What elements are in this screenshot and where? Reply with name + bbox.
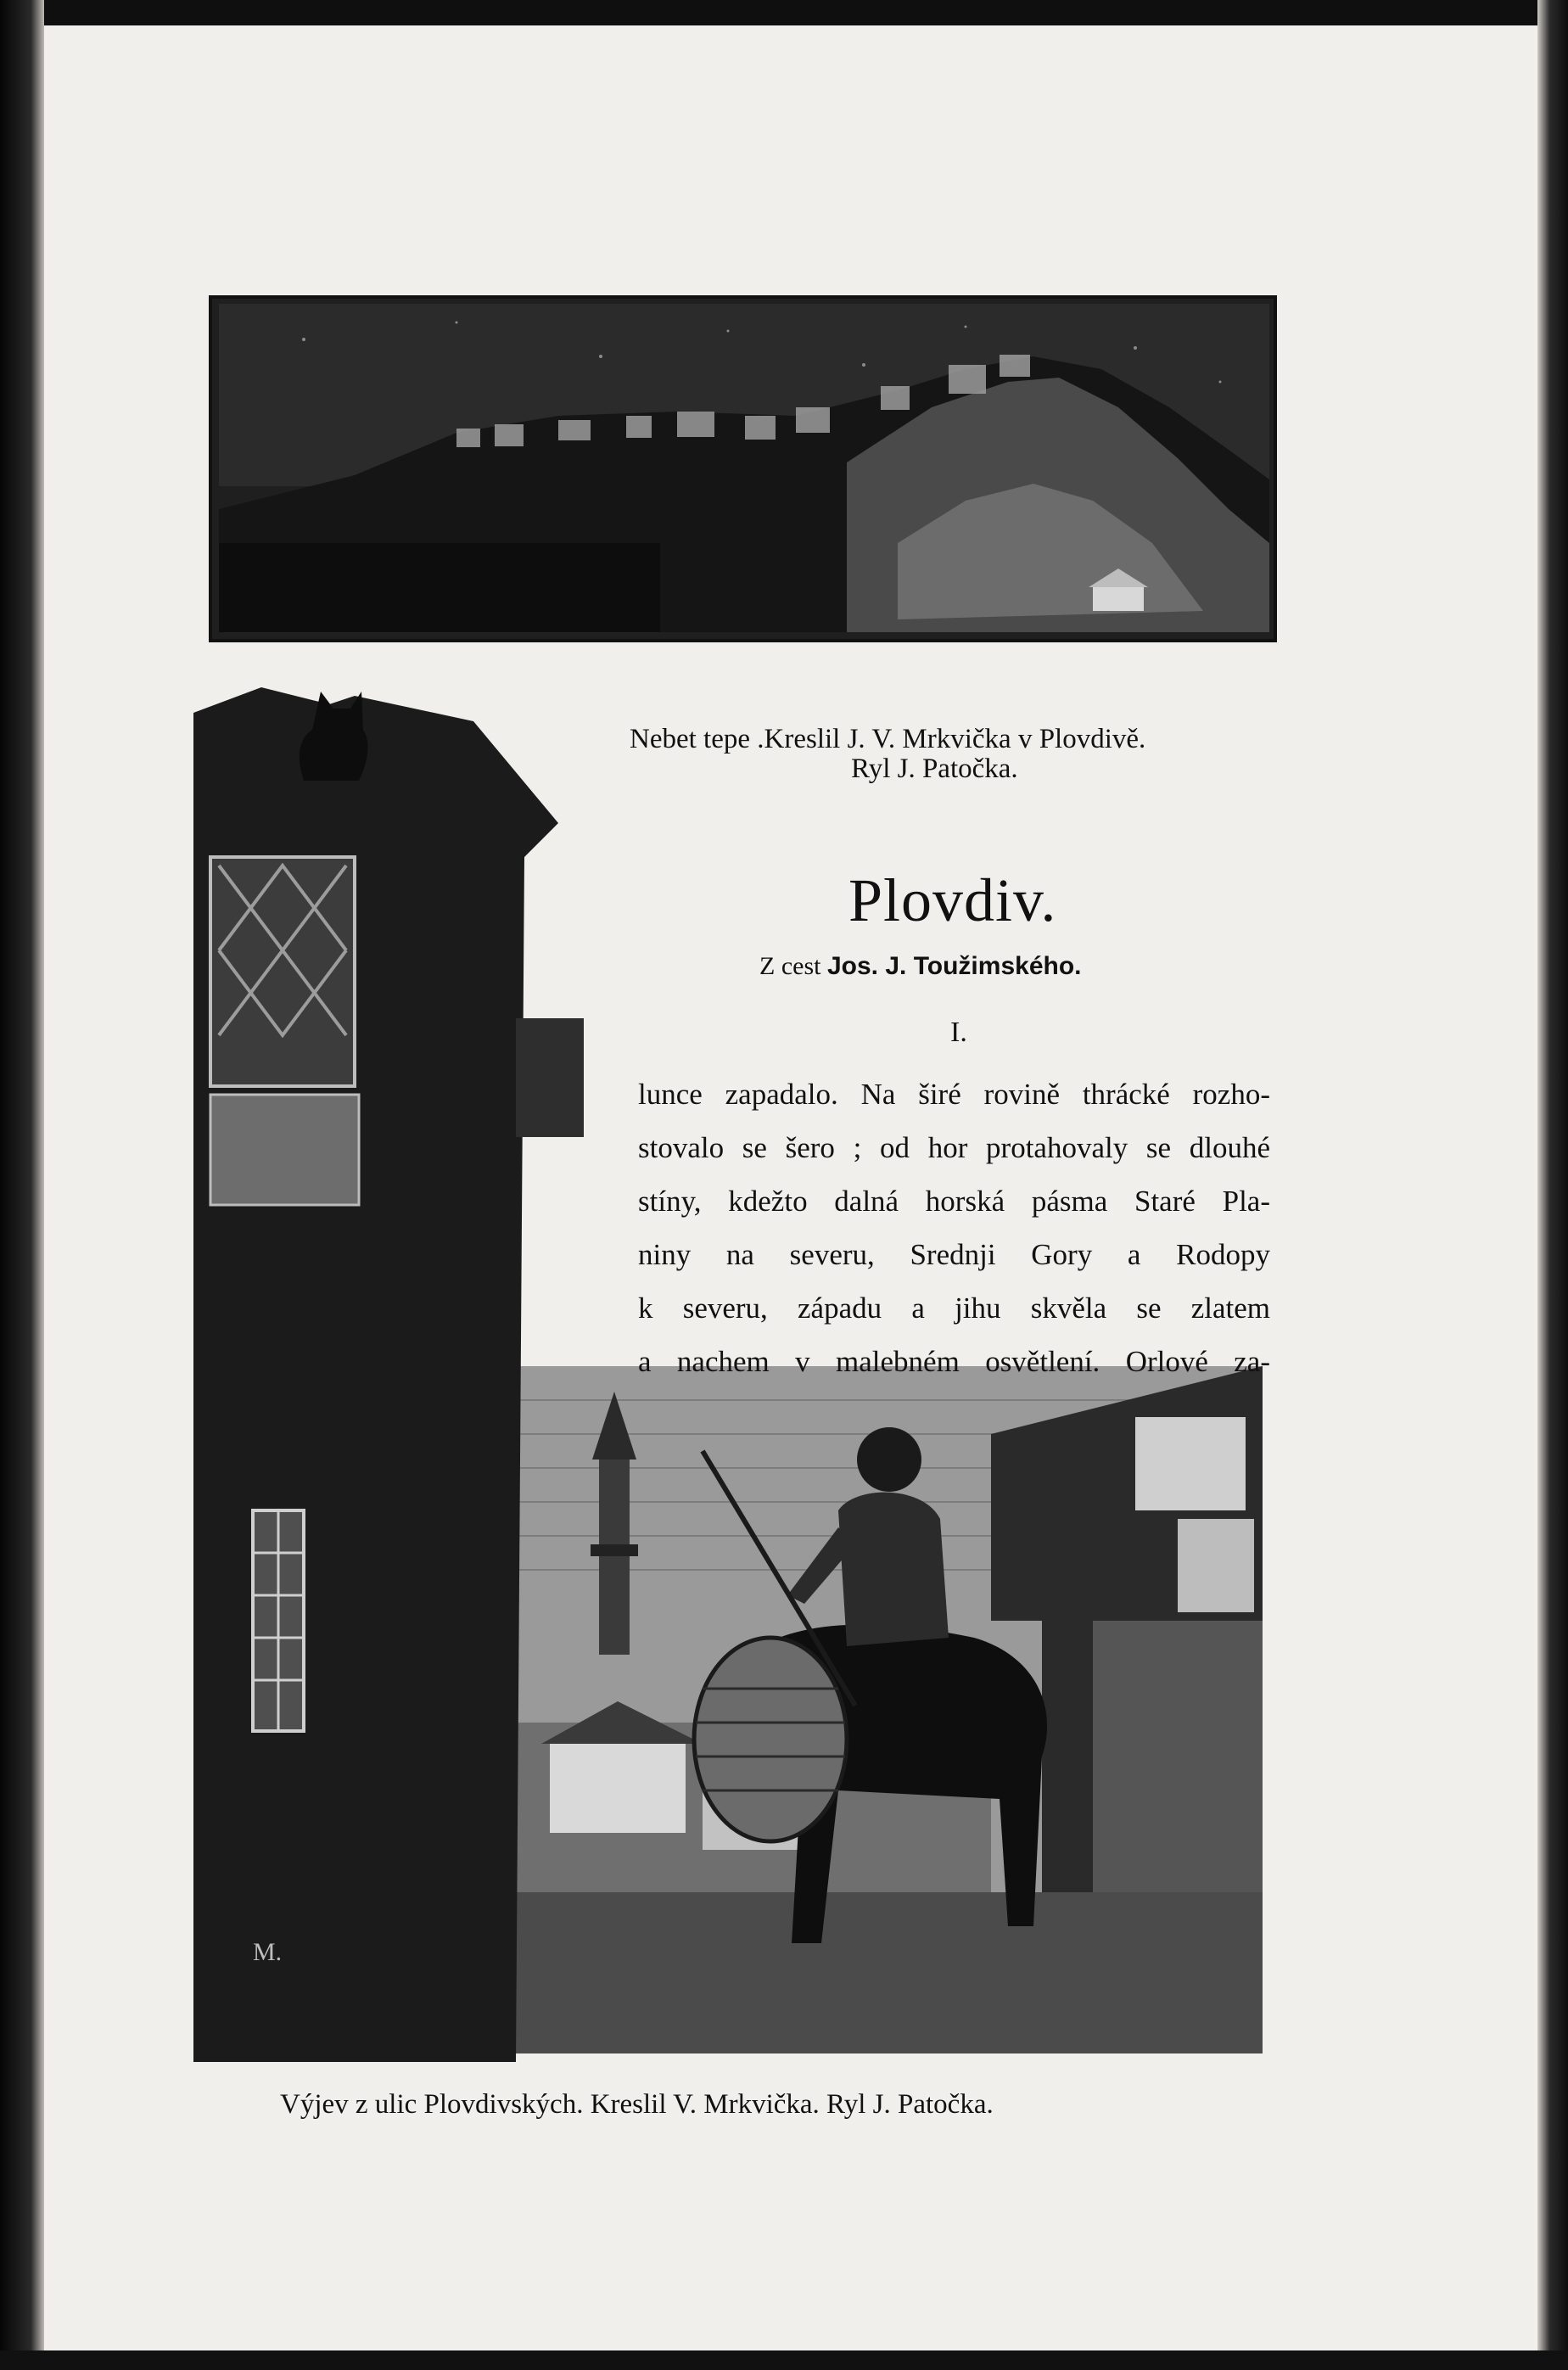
top-illustration-caption-line2: Ryl J. Patočka. [851,754,1018,784]
svg-text:M.: M. [253,1938,283,1966]
top-illustration-caption-line1: Nebet tepe .Kreslil J. V. Mrkvička v Plovdivě. [630,724,1146,754]
body-line: stovalo se šero ; od hor protahovaly se dlouhé [638,1131,1270,1164]
bottom-illustration-caption: Výjev z ulic Plovdivských. Kreslil V. Mrkvička. Ryl J. Patočka. [280,2089,994,2120]
book-binding-shadow [0,0,44,2370]
subtitle-prefix: Z cest [759,952,821,980]
body-line: lunce zapadalo. Na širé rovině thrácké rozho- [638,1078,1270,1111]
page-right-edge [1537,0,1568,2370]
nebet-tepe-engraving [202,289,1284,649]
article-body [638,1067,1270,1388]
subtitle-author: Jos. J. Toužimského. [826,952,1082,980]
scan-top-edge [0,0,1568,25]
article-subtitle [759,952,1082,981]
article-title: Plovdiv. [848,866,1057,934]
body-line: stíny, kdežto dalná horská pásma Staré Pla- [638,1185,1270,1218]
scan-bottom-edge [0,2350,1568,2370]
body-line: k severu, západu a jihu skvěla se zlatem [638,1291,1270,1325]
body-line: niny na severu, Srednji Gory a Rodopy [638,1238,1270,1271]
section-number: I. [950,1017,967,1048]
body-line: a nachem v malebném osvětlení. Orlové za- [638,1345,1270,1378]
